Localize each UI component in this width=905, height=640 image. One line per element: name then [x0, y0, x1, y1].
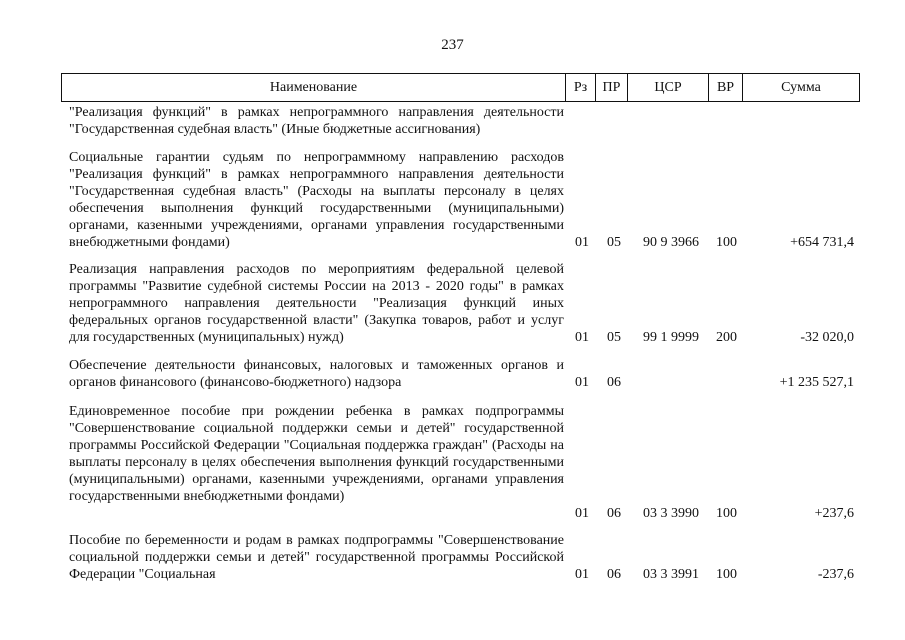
- table-row: [61, 403, 860, 522]
- row-rz: 01: [575, 375, 589, 390]
- row-pr: 06: [607, 567, 621, 582]
- table-row: [61, 532, 860, 583]
- row-pr: 06: [607, 375, 621, 390]
- header-sum: Сумма: [781, 79, 821, 95]
- row-sum: -237,6: [817, 567, 854, 582]
- table-row: [61, 104, 860, 138]
- row-vr: 100: [716, 567, 737, 582]
- row-name: Единовременное пособие при рождении ребенка в рамках подпрограммы "Совершенствование социальной поддержки семьи и детей" государственной программы Российской Федерации "Социальная поддержка граждан" (Расходы на выплаты персоналу в целях обеспечения выполнения функций государственными (муниципальными) органами, казенными учреждениями, органами управления государственными внебюджетными фондами): [69, 404, 564, 504]
- header-vr: ВР: [709, 74, 743, 101]
- table-header: [61, 73, 860, 102]
- row-sum: -32 020,0: [800, 330, 854, 345]
- row-sum: +654 731,4: [790, 235, 854, 250]
- header-name: Наименование: [62, 74, 566, 101]
- row-rz: 01: [575, 330, 589, 345]
- row-name: Обеспечение деятельности финансовых, налоговых и таможенных органов и органов финансового (финансово-бюджетного) надзора: [69, 358, 564, 390]
- header-csr: ЦСР: [628, 74, 709, 101]
- row-rz: 01: [575, 567, 589, 582]
- row-pr: 05: [607, 330, 621, 345]
- table-row: [61, 357, 860, 391]
- table-row: [61, 261, 860, 346]
- row-vr: 200: [716, 330, 737, 345]
- table-row: [61, 149, 860, 251]
- row-sum: +237,6: [814, 506, 854, 521]
- row-rz: 01: [575, 506, 589, 521]
- row-pr: 05: [607, 235, 621, 250]
- row-sum: +1 235 527,1: [779, 375, 854, 390]
- row-name: "Реализация функций" в рамках непрограммного направления деятельности "Государственная судебная власть" (Иные бюджетные ассигнования): [69, 105, 564, 137]
- row-vr: 100: [716, 506, 737, 521]
- row-name: Пособие по беременности и родам в рамках подпрограммы "Совершенствование социальной поддержки семьи и детей" государственной программы Российской Федерации "Социальная: [69, 533, 564, 582]
- header-pr: ПР: [596, 74, 628, 101]
- row-csr: 90 9 3966: [643, 235, 699, 250]
- row-csr: 99 1 9999: [643, 330, 699, 345]
- row-csr: 03 3 3990: [643, 506, 699, 521]
- row-name: Социальные гарантии судьям по непрограммному направлению расходов "Реализация функций" в рамках непрограммного направления деятельности "Государственная судебная власть" (Расходы на выплаты персоналу в целях обеспечения выполнения функций государственными (муниципальными) органами, казенными учреждениями, органами управления государственными внебюджетными фондами): [69, 150, 564, 250]
- header-rz: Рз: [566, 74, 596, 101]
- row-csr: 03 3 3991: [643, 567, 699, 582]
- row-name: Реализация направления расходов по мероприятиям федеральной целевой программы "Развитие судебной системы России на 2013 - 2020 годы" в рамках непрограммного направления деятельности "Реализация функций иных федеральных органов государственной власти" (Закупка товаров, работ и услуг для государственных (муниципальных) нужд): [69, 262, 564, 345]
- page-number: 237: [441, 37, 464, 53]
- row-pr: 06: [607, 506, 621, 521]
- row-vr: 100: [716, 235, 737, 250]
- row-rz: 01: [575, 235, 589, 250]
